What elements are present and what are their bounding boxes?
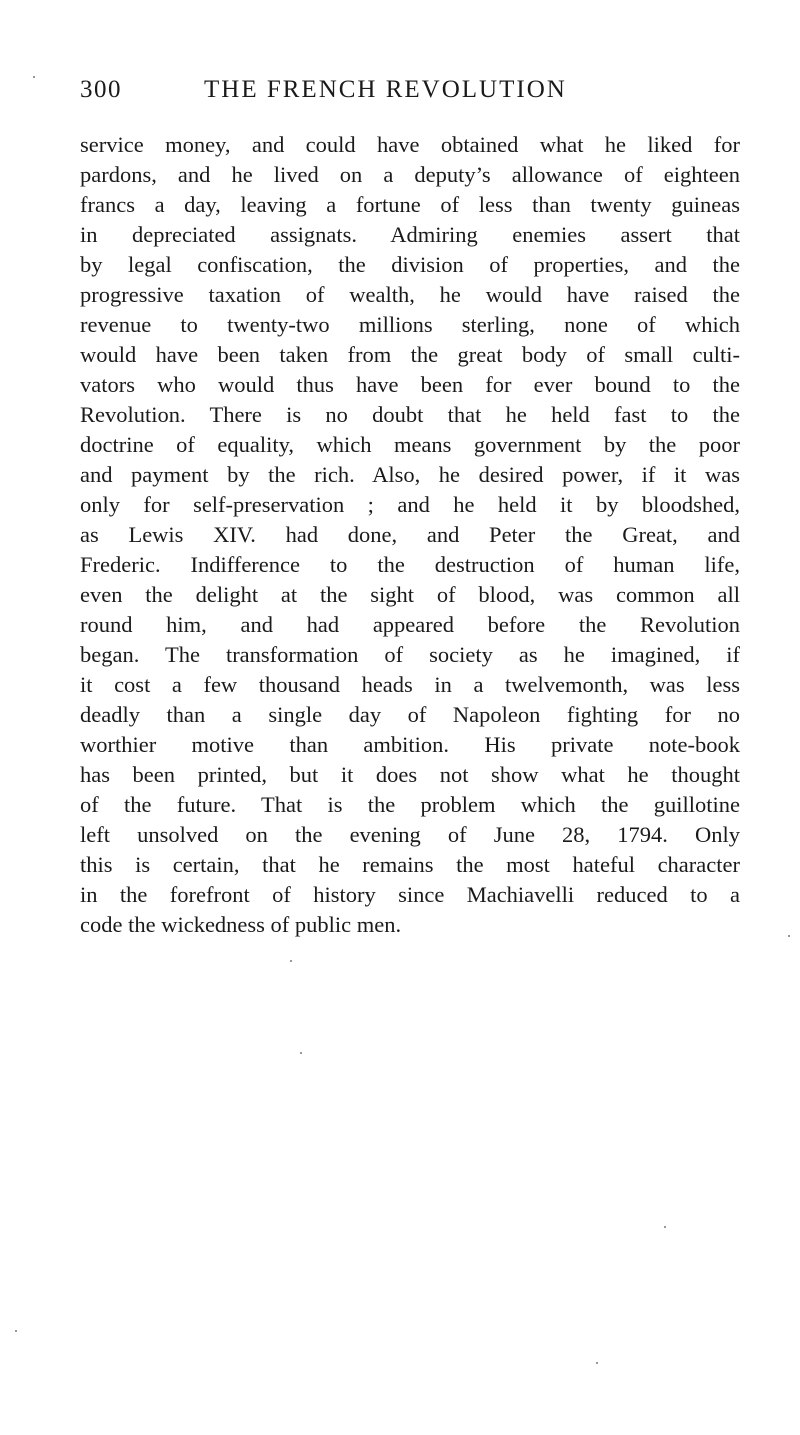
text-line: in depreciated assignats. Admiring enemies assert that (80, 222, 740, 247)
scan-speck (15, 1330, 17, 1332)
scan-speck (300, 1052, 302, 1054)
text-line: of the future. That is the problem which the guillotine (80, 792, 740, 817)
scan-speck (290, 960, 292, 962)
text-line: in the forefront of history since Machiavelli reduced to a (80, 882, 740, 907)
text-line: it cost a few thousand heads in a twelvemonth, was less (80, 672, 740, 697)
running-head (80, 76, 740, 110)
text-line: and payment by the rich. Also, he desired power, if it was (80, 462, 740, 487)
text-line: vators who would thus have been for ever bound to the (80, 372, 740, 397)
text-line: as Lewis XIV. had done, and Peter the Great, and (80, 522, 740, 547)
running-title: THE FRENCH REVOLUTION (204, 76, 567, 103)
text-line: Frederic. Indifference to the destruction of human life, (80, 552, 740, 577)
text-line: doctrine of equality, which means government by the poor (80, 432, 740, 457)
text-line: worthier motive than ambition. His private note-book (80, 732, 740, 757)
scan-speck (788, 935, 790, 937)
page-number: 300 (80, 76, 122, 103)
text-line: progressive taxation of wealth, he would have raised the (80, 282, 740, 307)
text-line: left unsolved on the evening of June 28, 1794. Only (80, 822, 740, 847)
text-line: began. The transformation of society as he imagined, if (80, 642, 740, 667)
text-line: has been printed, but it does not show what he thought (80, 762, 740, 787)
text-line: only for self-preservation ; and he held it by bloodshed, (80, 492, 740, 517)
text-line: round him, and had appeared before the Revolution (80, 612, 740, 637)
text-line: Revolution. There is no doubt that he held fast to the (80, 402, 740, 427)
text-line: pardons, and he lived on a deputy’s allowance of eighteen (80, 162, 740, 187)
text-line: service money, and could have obtained what he liked for (80, 132, 740, 157)
text-line: this is certain, that he remains the most hateful character (80, 852, 740, 877)
text-line: deadly than a single day of Napoleon fighting for no (80, 702, 740, 727)
scan-speck (33, 76, 35, 78)
text-line: by legal confiscation, the division of properties, and the (80, 252, 740, 277)
text-line: francs a day, leaving a fortune of less than twenty guineas (80, 192, 740, 217)
scan-speck (596, 1362, 598, 1364)
text-line: even the delight at the sight of blood, was common all (80, 582, 740, 607)
body-paragraph (80, 130, 740, 940)
text-line: code the wickedness of public men. (80, 912, 402, 937)
scan-speck (664, 1226, 666, 1228)
text-line: would have been taken from the great body of small culti- (80, 342, 740, 367)
text-line: revenue to twenty-two millions sterling, none of which (80, 312, 740, 337)
